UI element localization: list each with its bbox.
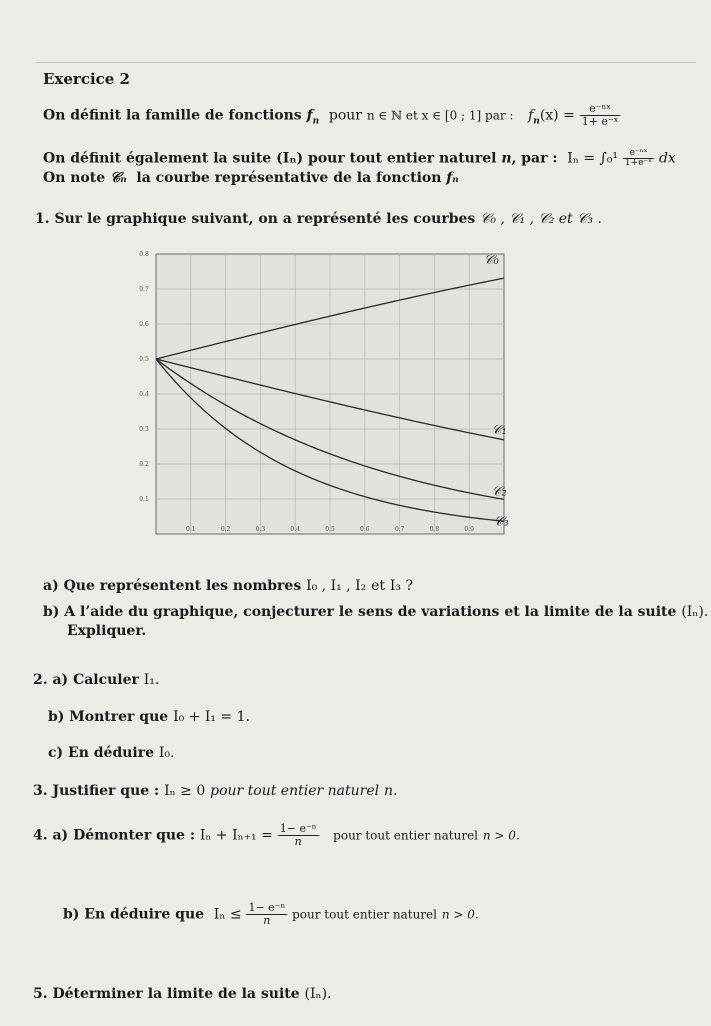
intro-1-condition: n ∈ ℕ et x ∈ [0 ; 1] par :	[366, 108, 514, 123]
intro-3-curve: 𝒞ₙ	[110, 170, 127, 186]
x-tick-label: 0.5	[325, 526, 335, 533]
q1a-label: a)	[43, 578, 59, 594]
top-divider	[36, 62, 696, 63]
question-2b	[48, 708, 250, 726]
question-1a	[43, 577, 413, 595]
question-4b	[63, 902, 479, 927]
q4a-condition: n > 0.	[482, 828, 520, 843]
q3-value: Iₙ ≥ 0	[164, 783, 206, 799]
intro-1-fraction	[580, 103, 621, 128]
q1-label: 1.	[35, 211, 50, 227]
q2b-value: I₀ + I₁ = 1.	[173, 709, 250, 725]
x-tick-label: 0.7	[394, 526, 405, 533]
intro-2-sequence: (Iₙ)	[276, 150, 304, 167]
q1a-numbers: I₀ , I₁ , I₂	[306, 578, 367, 594]
curves-chart	[130, 242, 530, 542]
q4a-end: pour tout entier naturel	[333, 828, 479, 843]
curve-label-c1: 𝒞₁	[492, 422, 507, 438]
q2c-label: c)	[48, 745, 64, 761]
q4b-condition: n > 0.	[441, 907, 479, 922]
q1-curves: 𝒞₀ , 𝒞₁ , 𝒞₂ et 𝒞₃ .	[480, 211, 602, 227]
q3-text: Justifier que :	[52, 783, 160, 799]
intro-3-mid: la courbe représentative de la fonction	[136, 170, 442, 186]
question-3	[33, 782, 397, 800]
question-4a	[33, 823, 520, 848]
x-tick-label: 0.9	[464, 526, 474, 533]
q1a-et: et	[371, 578, 386, 594]
q4b-numerator: 1− e⁻ⁿ	[248, 901, 286, 914]
q4b-fraction	[246, 902, 287, 927]
intro-2-par: , par :	[511, 150, 558, 167]
y-tick-label: 0.8	[139, 251, 149, 258]
x-tick-label: 0.1	[186, 526, 196, 533]
y-tick-label: 0.1	[139, 496, 149, 503]
x-tick-label: 0.4	[290, 526, 300, 533]
q2b-text: Montrer que	[69, 709, 169, 725]
q5-label: 5.	[33, 986, 48, 1002]
curve-label-c3: 𝒞₃	[494, 514, 509, 530]
exercise-title: Exercice 2	[43, 70, 130, 88]
question-5	[33, 985, 331, 1003]
intro-1-denominator: 1+ e⁻ˣ	[581, 115, 619, 128]
q4b-denominator: n	[263, 914, 271, 927]
intro-line-3	[43, 169, 459, 187]
y-tick-label: 0.4	[139, 391, 149, 398]
q2c-text: En déduire	[68, 745, 155, 761]
q1b-sequence: (Iₙ).	[681, 604, 709, 620]
intro-2-n: n	[501, 150, 512, 167]
q3-n: n.	[383, 783, 398, 799]
q4a-denominator: n	[294, 835, 302, 848]
q2a-label: 2. a)	[33, 672, 69, 688]
intro-2-numerator: e⁻ⁿˣ	[623, 149, 654, 159]
q5-sequence: (Iₙ).	[304, 986, 332, 1002]
question-1b	[43, 603, 708, 621]
question-2c	[48, 744, 175, 762]
intro-line-2	[43, 149, 676, 168]
y-tick-label: 0.5	[139, 356, 149, 363]
intro-1-fn-sub: n	[312, 116, 320, 127]
q4a-text: Démonter que :	[73, 827, 195, 844]
intro-1-fn: f	[306, 107, 313, 124]
intro-line-1	[43, 103, 620, 130]
intro-2-fraction	[623, 149, 654, 168]
q2a-text: Calculer	[73, 672, 139, 688]
q1a-last: I₃ ?	[389, 578, 414, 594]
intro-1-def-arg: (x) =	[539, 107, 575, 124]
q3-end: pour tout entier naturel	[210, 783, 380, 799]
q4a-lhs: Iₙ + Iₙ₊₁ =	[199, 827, 273, 844]
q2c-value: I₀.	[158, 745, 175, 761]
intro-2-prefix: On définit également la suite	[43, 150, 272, 167]
q4a-fraction	[278, 823, 319, 848]
x-tick-label: 0.3	[255, 526, 266, 533]
intro-2-dx: dx	[658, 150, 676, 167]
q2a-value: I₁.	[143, 672, 160, 688]
q1b-text: A l’aide du graphique, conjecturer le sens de variations et la limite de la suite	[64, 604, 677, 620]
x-tick-label: 0.8	[429, 526, 440, 533]
intro-1-pour: pour	[328, 107, 362, 124]
intro-2-mid: pour tout entier naturel	[308, 150, 497, 167]
q4b-label: b)	[63, 906, 80, 923]
intro-3-prefix: On note	[43, 170, 106, 186]
y-tick-label: 0.2	[139, 461, 149, 468]
y-tick-label: 0.6	[139, 321, 149, 328]
q3-label: 3.	[33, 783, 48, 799]
curve-label-c2: 𝒞₂	[492, 484, 507, 500]
q4b-lhs: Iₙ ≤	[213, 906, 242, 923]
q2b-label: b)	[48, 709, 65, 725]
curve-label-c0: 𝒞₀	[484, 253, 499, 269]
intro-3-fn: fₙ	[446, 170, 459, 186]
q1b-explain: Expliquer.	[67, 623, 147, 639]
q1-text: Sur le graphique suivant, on a représenté les courbes	[54, 211, 476, 227]
x-tick-label: 0.2	[220, 526, 231, 533]
y-tick-label: 0.7	[139, 286, 149, 293]
q1a-text: Que représentent les nombres	[63, 578, 302, 594]
q4a-numerator: 1− e⁻ⁿ	[279, 822, 317, 835]
q4a-label: 4. a)	[33, 827, 69, 844]
q5-text: Déterminer la limite de la suite	[52, 986, 300, 1002]
intro-1-def-fn: f	[528, 107, 534, 124]
intro-1-prefix: On définit la famille de fonctions	[43, 107, 302, 124]
q1b-label: b)	[43, 604, 60, 620]
intro-2-integral: Iₙ = ∫₀¹	[567, 150, 619, 167]
intro-1-numerator: e⁻ⁿˣ	[580, 103, 621, 116]
intro-1-def-sub: n	[533, 116, 540, 127]
intro-2-denominator: 1+e⁻ˣ	[624, 158, 653, 168]
y-tick-label: 0.3	[139, 426, 149, 433]
question-1	[35, 210, 602, 228]
question-2a	[33, 671, 159, 689]
x-tick-label: 0.6	[360, 526, 370, 533]
q4b-end: pour tout entier naturel	[292, 907, 437, 922]
q4b-text: En déduire que	[84, 906, 205, 923]
